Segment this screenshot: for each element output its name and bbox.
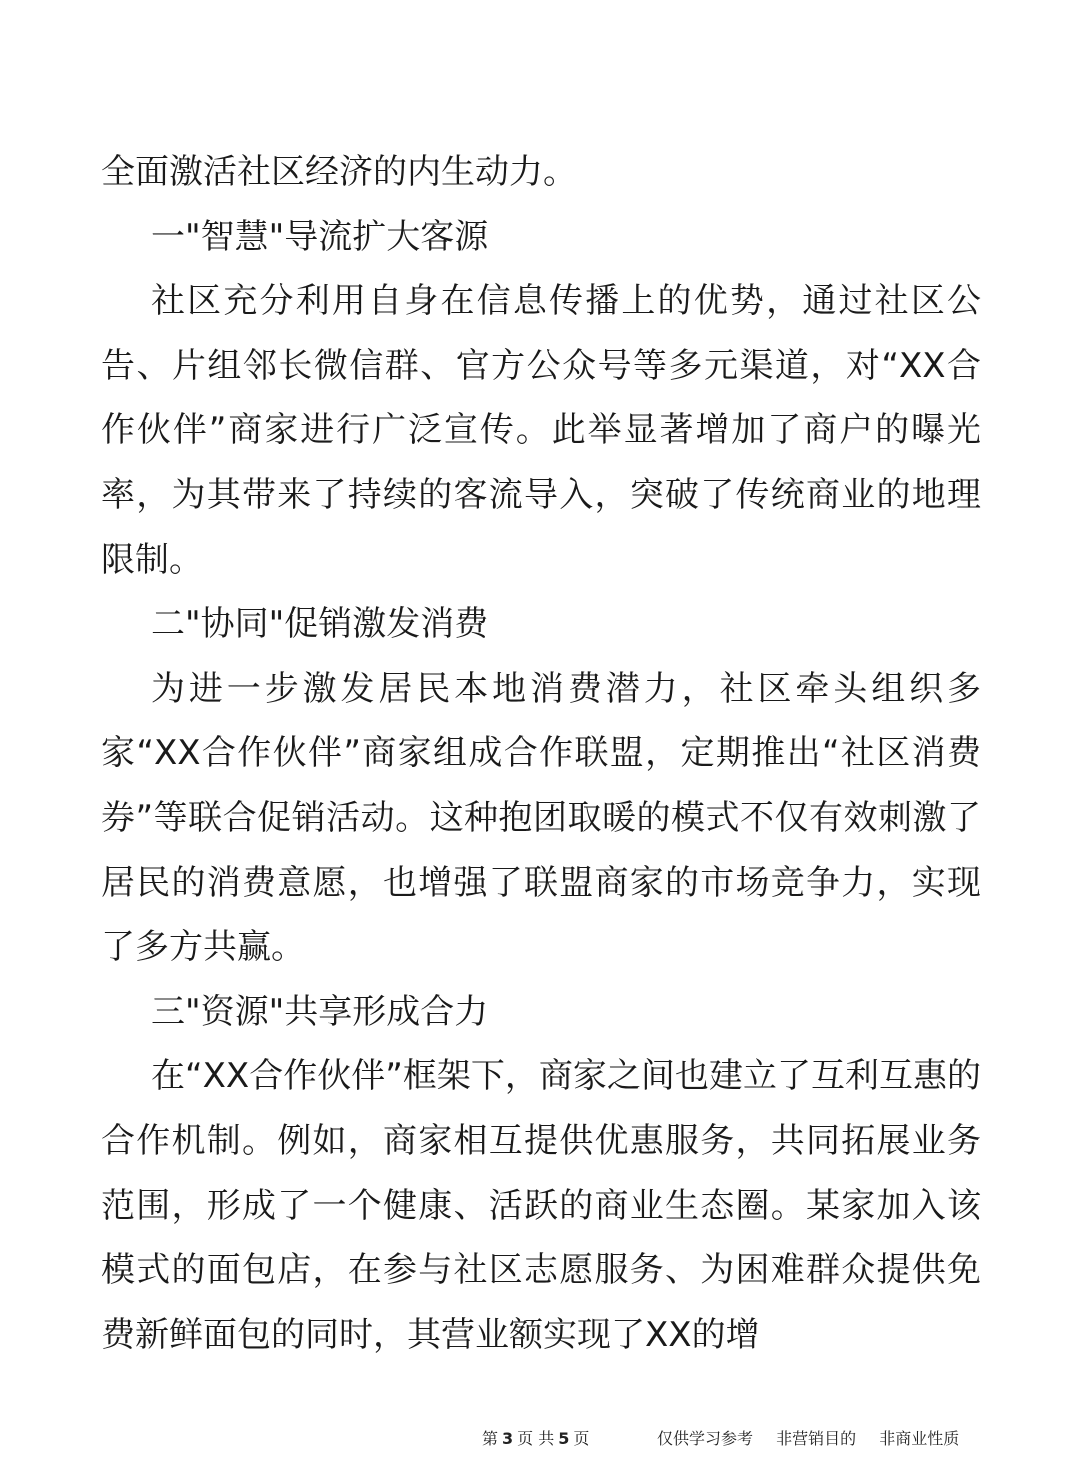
page-total: 5 — [558, 1429, 570, 1448]
page-suffix: 页 — [573, 1429, 590, 1448]
notice-study-reference: 仅供学习参考 — [657, 1429, 754, 1448]
section-heading-1: 一"智慧"导流扩大客源 — [151, 216, 489, 257]
document-body — [101, 140, 981, 1367]
notice-non-commercial: 非商业性质 — [879, 1429, 960, 1448]
page-number — [482, 1426, 589, 1449]
paragraph-continuation: 全面激活社区经济的内生动力。 — [101, 152, 577, 192]
page-footer — [0, 1426, 1080, 1456]
page-prefix: 第 — [482, 1429, 499, 1448]
paragraph-section-3: 在“XX合作伙伴”框架下，商家之间也建立了互利互惠的合作机制。例如，商家相互提供优惠服务，共同拓展业务范围，形成了一个健康、活跃的商业生态圈。某家加入该模式的面包店，在参与社区志愿服务、为困难群众提供免费新鲜面包的同时，其营业额实现了XX的增 — [101, 1056, 981, 1355]
page-middle: 页 共 — [517, 1429, 555, 1448]
paragraph-section-1: 社区充分利用自身在信息传播上的优势，通过社区公告、片组邻长微信群、官方公众号等多元渠道，对“XX合作伙伴”商家进行广泛宣传。此举显著增加了商户的曝光率，为其带来了持续的客流导入，突破了传统商业的地理限制。 — [101, 281, 981, 580]
paragraph-section-2: 为进一步激发居民本地消费潜力，社区牵头组织多家“XX合作伙伴”商家组成合作联盟，定期推出“社区消费券”等联合促销活动。这种抱团取暖的模式不仅有效刺激了居民的消费意愿，也增强了联盟商家的市场竞争力，实现了多方共赢。 — [101, 668, 981, 968]
page-current: 3 — [502, 1429, 514, 1448]
section-heading-2: 二"协同"促销激发消费 — [151, 604, 489, 645]
section-heading-3: 三"资源"共享形成合力 — [151, 991, 489, 1032]
notice-non-marketing: 非营销目的 — [776, 1429, 857, 1448]
footer-notice — [657, 1426, 959, 1449]
